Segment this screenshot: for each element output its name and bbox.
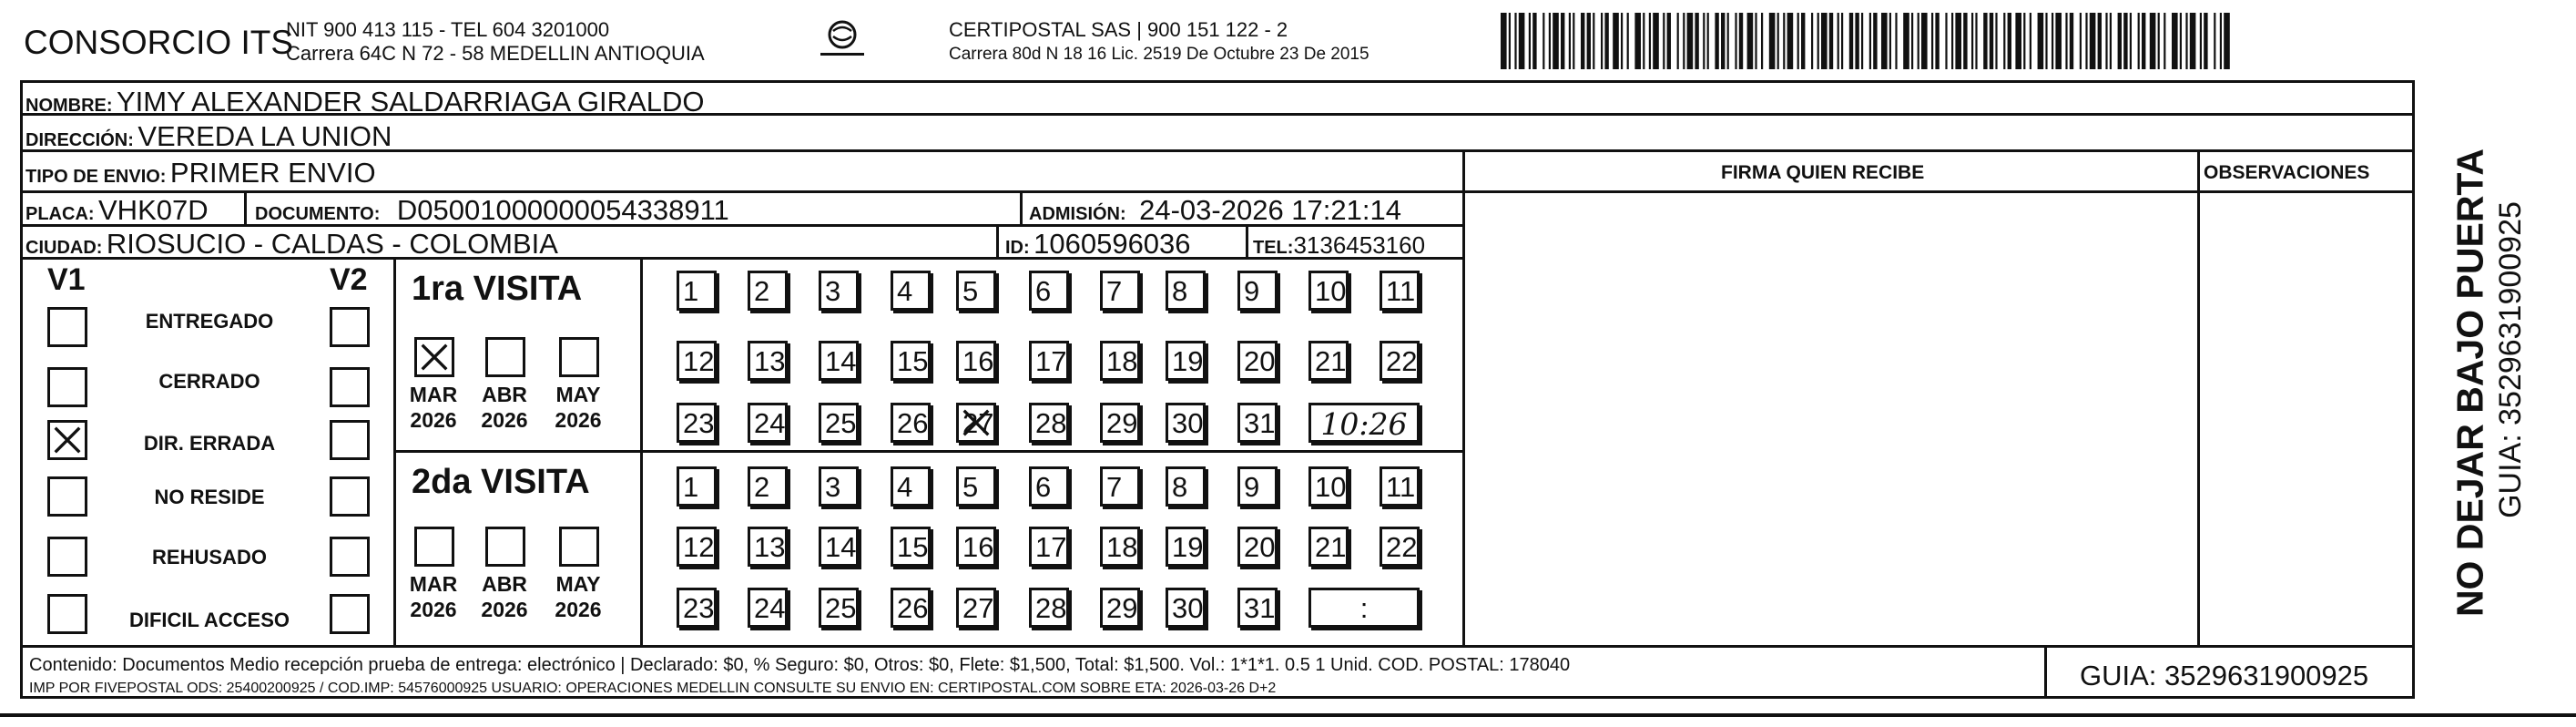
day-number: 7 bbox=[1106, 471, 1123, 503]
visit-time: 10:26 bbox=[1320, 406, 1408, 442]
day-number: 8 bbox=[1172, 471, 1188, 503]
side-guia: GUIA: 3529631900925 bbox=[2493, 201, 2528, 518]
day-number: 6 bbox=[1035, 471, 1052, 503]
first-visit-day-box[interactable] bbox=[819, 341, 859, 381]
day-number: 9 bbox=[1244, 471, 1260, 503]
second-visit-day-box[interactable] bbox=[748, 466, 788, 507]
first-visit-time-box[interactable] bbox=[1308, 403, 1420, 443]
second-visit-day-box[interactable] bbox=[1308, 466, 1349, 507]
ciudad-row bbox=[25, 230, 558, 258]
second-visit-day-box[interactable] bbox=[819, 588, 859, 628]
month-label: MAY bbox=[555, 383, 601, 406]
first-visit-day-box[interactable] bbox=[956, 271, 996, 311]
day-number: 1 bbox=[683, 275, 699, 307]
company-info-line-2: Carrera 64C N 72 - 58 MEDELLIN ANTIOQUIA bbox=[286, 42, 705, 65]
year-label: 2026 bbox=[410, 598, 457, 621]
v1-checkbox[interactable] bbox=[47, 594, 87, 634]
admision-label: ADMISIÓN: bbox=[1029, 204, 1126, 224]
carrier-line-2: Carrera 80d N 18 16 Lic. 2519 De Octubre 23 De 2015 bbox=[949, 45, 1369, 64]
day-number: 6 bbox=[1035, 275, 1052, 307]
status-label: ENTREGADO bbox=[145, 310, 274, 333]
day-number: 12 bbox=[683, 531, 715, 563]
day-number: 18 bbox=[1106, 345, 1138, 377]
second-visit-day-box[interactable] bbox=[1308, 527, 1349, 567]
first-visit-day-box[interactable] bbox=[748, 271, 788, 311]
second-visit-day-box[interactable] bbox=[1380, 466, 1420, 507]
month-label: ABR bbox=[482, 572, 527, 596]
second-visit-month-checkbox[interactable] bbox=[559, 527, 599, 567]
first-visit-month-checkbox[interactable] bbox=[485, 337, 525, 377]
id-row bbox=[1005, 230, 1191, 258]
placa-label: PLACA: bbox=[25, 204, 95, 224]
day-number: 11 bbox=[1386, 471, 1416, 503]
bottom-rule bbox=[0, 713, 2576, 717]
status-label: NO RESIDE bbox=[154, 486, 265, 508]
guia-footer: GUIA: 3529631900925 bbox=[2080, 660, 2369, 691]
v2-checkbox[interactable] bbox=[330, 594, 370, 634]
first-visit-day-box[interactable] bbox=[956, 341, 996, 381]
month-label: ABR bbox=[482, 383, 527, 406]
second-visit-title: 2da VISITA bbox=[412, 463, 590, 501]
day-number: 21 bbox=[1315, 345, 1347, 377]
day-number: 7 bbox=[1106, 275, 1123, 307]
first-visit-day-box[interactable] bbox=[956, 403, 996, 443]
day-number: 15 bbox=[897, 345, 929, 377]
status-label: REHUSADO bbox=[152, 546, 267, 568]
second-visit-day-box[interactable] bbox=[1029, 527, 1069, 567]
day-number: 13 bbox=[754, 531, 786, 563]
check-mark-icon bbox=[417, 340, 452, 374]
first-visit-day-box[interactable] bbox=[748, 403, 788, 443]
second-visit-day-box[interactable] bbox=[1380, 527, 1420, 567]
tipo-envio-row bbox=[25, 159, 376, 187]
first-visit-day-box[interactable] bbox=[677, 271, 717, 311]
placa-row bbox=[25, 196, 209, 224]
first-visit-day-box[interactable] bbox=[1100, 271, 1140, 311]
second-visit-day-box[interactable] bbox=[1166, 527, 1206, 567]
second-visit-day-box[interactable] bbox=[748, 588, 788, 628]
second-visit-day-box[interactable] bbox=[1237, 466, 1278, 507]
day-number: 20 bbox=[1244, 345, 1276, 377]
day-number: 18 bbox=[1106, 531, 1138, 563]
first-visit-day-box[interactable] bbox=[891, 271, 931, 311]
nombre-row bbox=[25, 87, 704, 116]
v2-checkbox[interactable] bbox=[330, 476, 370, 517]
day-number: 30 bbox=[1172, 592, 1204, 624]
day-number: 3 bbox=[825, 471, 841, 503]
day-number: 8 bbox=[1172, 275, 1188, 307]
direccion-label: DIRECCIÓN: bbox=[25, 130, 134, 150]
day-number: 24 bbox=[754, 592, 786, 624]
day-number: 27 bbox=[962, 592, 994, 624]
first-visit-month-checkbox[interactable] bbox=[414, 337, 454, 377]
first-visit-day-box[interactable] bbox=[1166, 403, 1206, 443]
check-mark-icon bbox=[959, 405, 993, 440]
day-number: 1 bbox=[683, 471, 699, 503]
v1-checkbox[interactable] bbox=[47, 420, 87, 460]
day-number: 22 bbox=[1386, 345, 1418, 377]
day-number: 19 bbox=[1172, 531, 1204, 563]
first-visit-day-box[interactable] bbox=[677, 341, 717, 381]
day-number: 3 bbox=[825, 275, 841, 307]
first-visit-day-box[interactable] bbox=[1237, 403, 1278, 443]
second-visit-day-box[interactable] bbox=[1166, 588, 1206, 628]
day-number: 5 bbox=[962, 275, 979, 307]
no-dejar-warning: NO DEJAR BAJO PUERTA bbox=[2449, 148, 2491, 618]
day-number: 24 bbox=[754, 407, 786, 439]
v1-label: V1 bbox=[47, 262, 86, 297]
day-number: 31 bbox=[1244, 592, 1276, 624]
status-label: DIFICIL ACCESO bbox=[128, 609, 290, 631]
v1-checkbox[interactable] bbox=[47, 307, 87, 347]
v1-checkbox[interactable] bbox=[47, 367, 87, 407]
second-visit-day-box[interactable] bbox=[677, 466, 717, 507]
company-info-line-1: NIT 900 413 115 - TEL 604 3201000 bbox=[286, 18, 610, 41]
ciudad-value: RIOSUCIO - CALDAS - COLOMBIA bbox=[106, 228, 558, 260]
tel-row bbox=[1253, 233, 1425, 257]
footer-line-2: IMP POR FIVEPOSTAL ODS: 25400200925 / COD.IMP: 54576000925 USUARIO: OPERACIONES MEDELLIN CONSULTE SU ENVIO EN: CERTIPOSTAL.COM SOBRE ETA: 2026-03-26 D+2 bbox=[29, 681, 1277, 696]
documento-row bbox=[255, 196, 729, 224]
day-number: 2 bbox=[754, 275, 770, 307]
day-number: 17 bbox=[1035, 345, 1067, 377]
day-number: 13 bbox=[754, 345, 786, 377]
first-visit-day-box[interactable] bbox=[1237, 271, 1278, 311]
documento-value: D05001000000054338911 bbox=[396, 194, 729, 226]
status-label: DIR. ERRADA bbox=[143, 432, 276, 455]
admision-row bbox=[1029, 196, 1401, 224]
second-visit-day-box[interactable] bbox=[1029, 466, 1069, 507]
day-number: 29 bbox=[1106, 407, 1138, 439]
day-number: 28 bbox=[1035, 407, 1067, 439]
year-label: 2026 bbox=[410, 408, 457, 432]
v1-checkbox[interactable] bbox=[47, 476, 87, 517]
barcode bbox=[1501, 13, 2234, 69]
placa-value: VHK07D bbox=[98, 194, 209, 226]
second-visit-month-checkbox[interactable] bbox=[485, 527, 525, 567]
day-number: 31 bbox=[1244, 407, 1276, 439]
first-visit-day-box[interactable] bbox=[1166, 341, 1206, 381]
second-visit-day-box[interactable] bbox=[1100, 527, 1140, 567]
id-label: ID: bbox=[1005, 238, 1030, 258]
documento-label: DOCUMENTO: bbox=[255, 204, 381, 224]
first-visit-day-box[interactable] bbox=[1029, 341, 1069, 381]
id-value: 1060596036 bbox=[1033, 228, 1191, 260]
direccion-row bbox=[25, 122, 392, 150]
first-visit-day-box[interactable] bbox=[1029, 403, 1069, 443]
day-number: 17 bbox=[1035, 531, 1067, 563]
footer-line-1: Contenido: Documentos Medio recepción prueba de entrega: electrónico | Declarado: $0, % Seguro: $0, Otros: $0, Flete: $1,500, Total: $1,500. Vol.: 1*1*1. 0.5 1 Unid. COD. POSTAL: 178040 bbox=[29, 655, 1571, 675]
day-number: 12 bbox=[683, 345, 715, 377]
v2-checkbox[interactable] bbox=[330, 307, 370, 347]
day-number: 15 bbox=[897, 531, 929, 563]
day-number: 26 bbox=[897, 592, 929, 624]
day-number: 21 bbox=[1315, 531, 1347, 563]
day-number: 23 bbox=[683, 592, 715, 624]
nombre-label: NOMBRE: bbox=[25, 96, 113, 116]
second-visit-time-box[interactable] bbox=[1308, 588, 1420, 628]
nombre-value: YIMY ALEXANDER SALDARRIAGA GIRALDO bbox=[117, 86, 705, 118]
year-label: 2026 bbox=[481, 598, 528, 621]
day-number: 30 bbox=[1172, 407, 1204, 439]
second-visit-day-box[interactable] bbox=[1237, 588, 1278, 628]
second-visit-day-box[interactable] bbox=[748, 527, 788, 567]
first-visit-day-box[interactable] bbox=[891, 403, 931, 443]
first-visit-day-box[interactable] bbox=[1308, 271, 1349, 311]
visit-time: : bbox=[1359, 592, 1369, 624]
year-label: 2026 bbox=[555, 408, 602, 432]
certipostal-logo bbox=[815, 18, 870, 62]
tipo-envio-label: TIPO DE ENVIO: bbox=[25, 167, 167, 187]
ciudad-label: CIUDAD: bbox=[25, 238, 103, 258]
first-visit-day-box[interactable] bbox=[1380, 341, 1420, 381]
second-visit-day-box[interactable] bbox=[677, 588, 717, 628]
day-number: 25 bbox=[825, 592, 857, 624]
v2-checkbox[interactable] bbox=[330, 537, 370, 577]
day-number: 29 bbox=[1106, 592, 1138, 624]
second-visit-day-box[interactable] bbox=[1029, 588, 1069, 628]
second-visit-day-box[interactable] bbox=[956, 588, 996, 628]
main-form-frame bbox=[20, 80, 2415, 699]
first-visit-day-box[interactable] bbox=[1029, 271, 1069, 311]
first-visit-day-box[interactable] bbox=[1166, 271, 1206, 311]
tel-value: 3136453160 bbox=[1293, 231, 1426, 259]
day-number: 2 bbox=[754, 471, 770, 503]
second-visit-day-box[interactable] bbox=[1100, 466, 1140, 507]
first-visit-day-box[interactable] bbox=[891, 341, 931, 381]
day-number: 4 bbox=[897, 275, 913, 307]
year-label: 2026 bbox=[555, 598, 602, 621]
first-visit-day-box[interactable] bbox=[677, 403, 717, 443]
day-number: 26 bbox=[897, 407, 929, 439]
second-visit-day-box[interactable] bbox=[1100, 588, 1140, 628]
carrier-line-1: CERTIPOSTAL SAS | 900 151 122 - 2 bbox=[949, 18, 1288, 41]
direccion-value: VEREDA LA UNION bbox=[137, 120, 392, 152]
second-visit-day-box[interactable] bbox=[956, 527, 996, 567]
first-visit-day-box[interactable] bbox=[1308, 341, 1349, 381]
second-visit-month-checkbox[interactable] bbox=[414, 527, 454, 567]
observaciones-label: OBSERVACIONES bbox=[2204, 162, 2370, 183]
first-visit-day-box[interactable] bbox=[1237, 341, 1278, 381]
second-visit-day-box[interactable] bbox=[956, 466, 996, 507]
second-visit-day-box[interactable] bbox=[1166, 466, 1206, 507]
first-visit-day-box[interactable] bbox=[819, 403, 859, 443]
first-visit-day-box[interactable] bbox=[819, 271, 859, 311]
firma-label: FIRMA QUIEN RECIBE bbox=[1721, 162, 1925, 183]
day-number: 14 bbox=[825, 345, 857, 377]
second-visit-day-box[interactable] bbox=[819, 466, 859, 507]
day-number: 20 bbox=[1244, 531, 1276, 563]
check-mark-icon bbox=[50, 423, 85, 457]
day-number: 28 bbox=[1035, 592, 1067, 624]
tel-label: TEL: bbox=[1253, 238, 1294, 258]
day-number: 16 bbox=[962, 531, 994, 563]
tipo-envio-value: PRIMER ENVIO bbox=[169, 157, 376, 189]
day-number: 19 bbox=[1172, 345, 1204, 377]
company-name: CONSORCIO ITS bbox=[24, 24, 294, 61]
v1-checkbox[interactable] bbox=[47, 537, 87, 577]
status-label: CERRADO bbox=[158, 370, 260, 393]
month-label: MAR bbox=[409, 572, 458, 596]
second-visit-day-box[interactable] bbox=[819, 527, 859, 567]
day-number: 4 bbox=[897, 471, 913, 503]
day-number: 5 bbox=[962, 471, 979, 503]
first-visit-day-box[interactable] bbox=[1380, 271, 1420, 311]
day-number: 11 bbox=[1386, 275, 1416, 307]
first-visit-title: 1ra VISITA bbox=[412, 270, 583, 308]
v2-label: V2 bbox=[330, 262, 368, 297]
admision-value: 24-03-2026 17:21:14 bbox=[1139, 194, 1401, 226]
v2-checkbox[interactable] bbox=[330, 420, 370, 460]
first-visit-day-box[interactable] bbox=[1100, 403, 1140, 443]
month-label: MAR bbox=[409, 383, 458, 406]
v2-checkbox[interactable] bbox=[330, 367, 370, 407]
day-number: 22 bbox=[1386, 531, 1418, 563]
day-number: 16 bbox=[962, 345, 994, 377]
second-visit-day-box[interactable] bbox=[891, 588, 931, 628]
day-number: 9 bbox=[1244, 275, 1260, 307]
first-visit-day-box[interactable] bbox=[1100, 341, 1140, 381]
day-number: 23 bbox=[683, 407, 715, 439]
day-number: 10 bbox=[1315, 275, 1347, 307]
month-label: MAY bbox=[555, 572, 601, 596]
year-label: 2026 bbox=[481, 408, 528, 432]
day-number: 25 bbox=[825, 407, 857, 439]
day-number: 14 bbox=[825, 531, 857, 563]
day-number: 10 bbox=[1315, 471, 1347, 503]
second-visit-day-box[interactable] bbox=[677, 527, 717, 567]
day-number: 27 bbox=[962, 407, 994, 439]
first-visit-day-box[interactable] bbox=[748, 341, 788, 381]
second-visit-day-box[interactable] bbox=[891, 466, 931, 507]
second-visit-day-box[interactable] bbox=[891, 527, 931, 567]
first-visit-month-checkbox[interactable] bbox=[559, 337, 599, 377]
second-visit-day-box[interactable] bbox=[1237, 527, 1278, 567]
